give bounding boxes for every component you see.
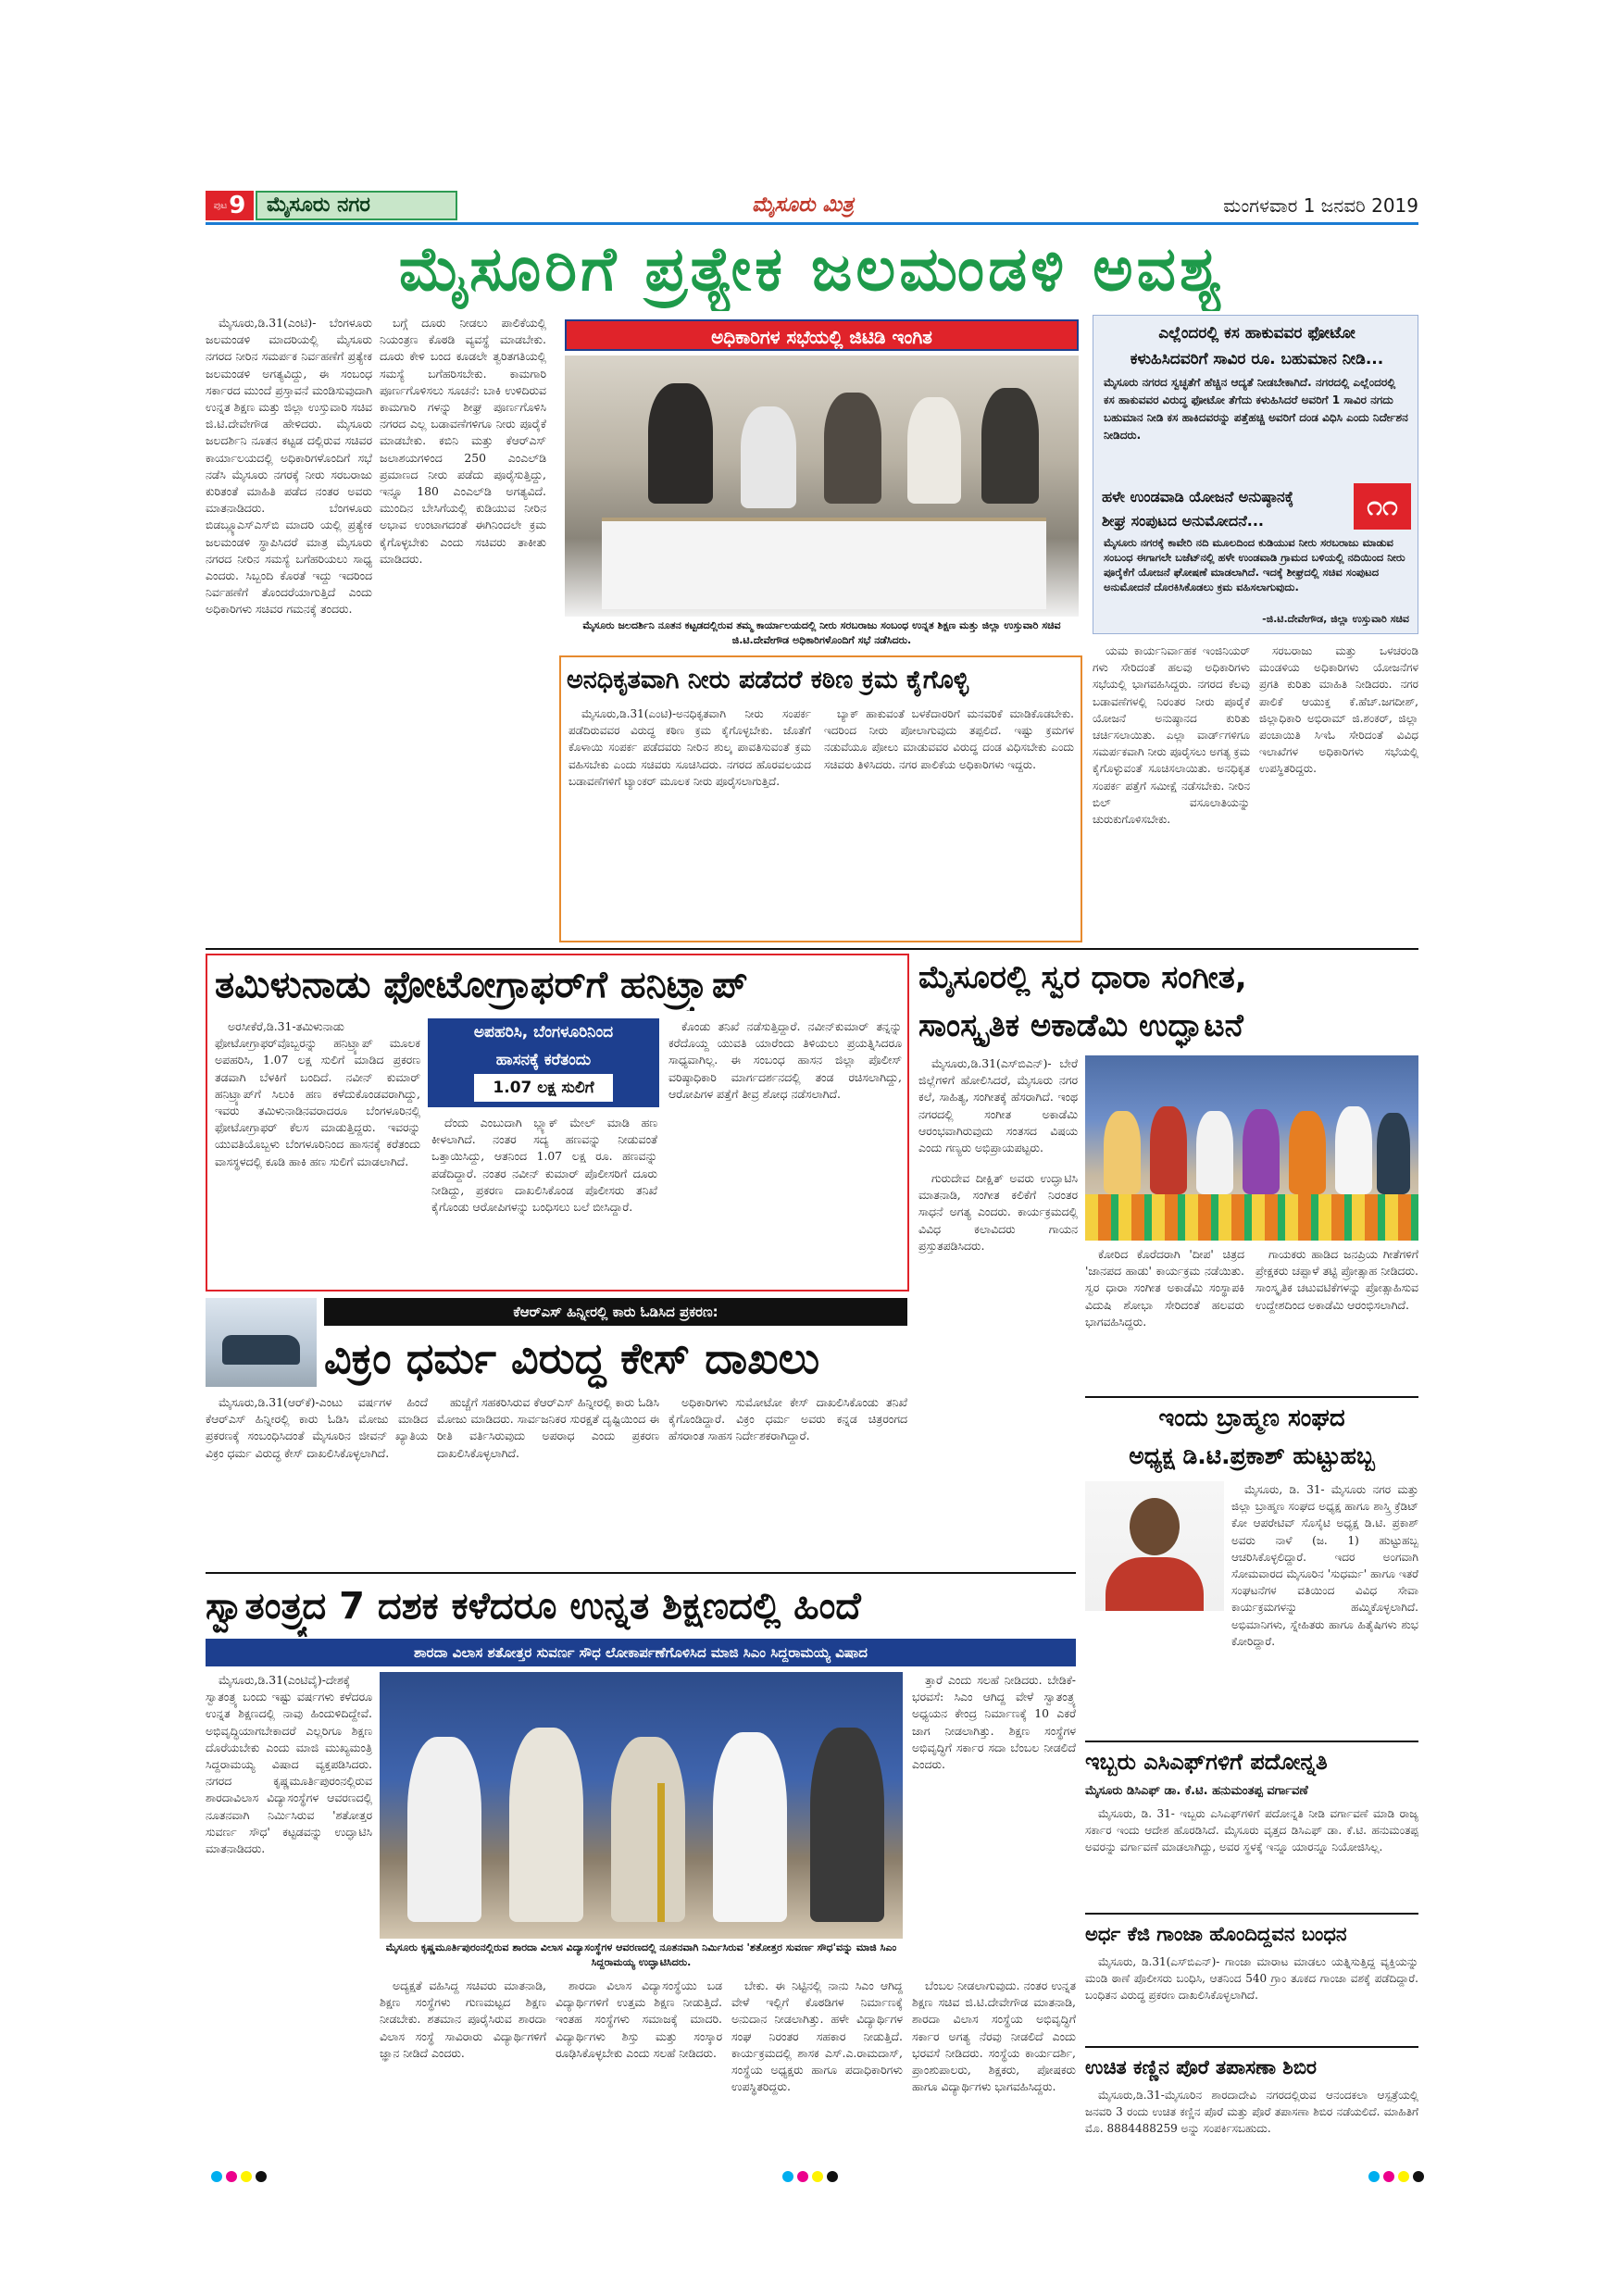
photo-person [810,1728,884,1922]
yellow-dot [812,2171,823,2182]
tn-box-line-3: 1.07 ಲಕ್ಷ ಸುಲಿಗೆ [474,1074,613,1102]
birthday-body [1231,1481,1418,1717]
photo-person [1104,1111,1141,1194]
page-tag-label: ಪುಟ [213,200,228,211]
portrait-photo [1085,1481,1224,1611]
magenta-dot [1383,2171,1394,2182]
lead-col-2 [380,315,546,944]
tn-col-1 [215,1018,420,1285]
sidebar-col-a-text: ಯಮ ಕಾರ್ಯನಿರ್ವಾಹಕ ಇಂಜಿನಿಯರ್ ಗಳು ಸೇರಿದಂತೆ ಹಲವು ಅಧಿಕಾರಿಗಳು ಸಭೆಯಲ್ಲಿ ಭಾಗವಹಿಸಿದ್ದರು. ನಗರದ ಕೆಲವು ಬಡಾವಣೆಗಳಲ್ಲಿ ನಿರಂತರ ನೀರು ಪೂರೈಕೆ ಯೋಜನೆ ಅನುಷ್ಠಾನದ ಕುರಿತು ಚರ್ಚಿಸಲಾಯಿತು. ಎಲ್ಲಾ ವಾರ್ಡ್‌ಗಳಿಗೂ ಸಮರ್ಪಕವಾಗಿ ನೀರು ಪೂರೈಸಲು ಅಗತ್ಯ ಕ್ರಮ ಕೈಗೊಳ್ಳುವಂತೆ ಸೂಚಿಸಲಾಯಿತು. ಅನಧಿಕೃತ ಸಂಪರ್ಕ ಪತ್ತೆಗೆ ಸಮೀಕ್ಷೆ ನಡೆಸಬೇಕು. ನೀರಿನ ಬಿಲ್ ವಸೂಲಾತಿಯನ್ನು ಚುರುಕುಗೊಳಿಸಬೇಕು. [1093,644,1250,827]
portrait-head [1130,1498,1180,1555]
sub-col-2-text: ಬ್ಯಾಕ್ ಹಾಕುವಂತೆ ಬಳಕೆದಾರರಿಗೆ ಮನವರಿಕೆ ಮಾಡಿಕೊಡಬೇಕು. ಇದರಿಂದ ನೀರು ಪೋಲಾಗುವುದು ತಪ್ಪಲಿದೆ. ಇಷ್ಟು ಕ್ರಮಗಳ ನಡುವೆಯೂ ಪೋಲು ಮಾಡುವವರ ವಿರುದ್ಧ ದಂಡ ವಿಧಿಸಬೇಕು ಎಂದು ಸಚಿವರು ತಿಳಿಸಿದರು. ನಗರ ಪಾಲಿಕೆಯ ಅಧಿಕಾರಿಗಳು ಇದ್ದರು. [824,707,1074,771]
promotion-headline-1: ಇಬ್ಬರು ಎಸಿಎಫ್‌ಗಳಿಗೆ ಪದೋನ್ನತಿ [1085,1749,1328,1775]
music-headline-1: ಮೈಸೂರಲ್ಲಿ ಸ್ವರ ಧಾರಾ ಸಂಗೀತ, [918,959,1247,996]
ganja-body [1085,1953,1418,2042]
sub-col-1-text: ಮೈಸೂರು,ಡಿ.31(ಎಂಟಿ)-ಅನಧಿಕೃತವಾಗಿ ನೀರು ಸಂಪರ್ಕ ಪಡೆದಿರುವವರ ವಿರುದ್ಧ ಕಠಿಣ ಕ್ರಮ ಕೈಗೊಳ್ಳಬೇಕು. ಜೊತೆಗೆ ಕೊಳಾಯಿ ಸಂಪರ್ಕ ಪಡೆದವರು ನೀರಿನ ಶುಲ್ಕ ಪಾವತಿಸುವಂತೆ ಕ್ರಮ ವಹಿಸಬೇಕು ಎಂದು ಸಚಿವರು ಸೂಚಿಸಿದರು. ನಗರದ ಹೊರವಲಯದ ಬಡಾವಣೆಗಳಿಗೆ ಟ್ಯಾಂಕರ್ ಮೂಲಕ ನೀರು ಪೂರೈಸಲಾಗುತ್ತಿದೆ. [568,707,811,788]
masthead [206,189,1418,222]
black-dot [1413,2171,1424,2182]
black-dot [256,2171,267,2182]
education-col-3-text: ಅದ್ಯಕ್ಷತೆ ವಹಿಸಿದ್ದ ಸಚಿವರು ಮಾತನಾಡಿ, ಶಿಕ್ಷಣ ಸಂಸ್ಥೆಗಳು ಗುಣಮಟ್ಟದ ಶಿಕ್ಷಣ ನೀಡಬೇಕು. ಶತಮಾನ ಪೂರೈಸಿರುವ ಶಾರದಾ ವಿಲಾಸ ಸಂಸ್ಥೆ ಸಾವಿರಾರು ವಿದ್ಯಾರ್ಥಿಗಳಿಗೆ ಜ್ಞಾನ ನೀಡಿದೆ ಎಂದರು. [380,1978,546,2060]
section-label: ಮೈಸೂರು ನಗರ [256,191,457,220]
sidebar-body-2 [1104,535,1409,609]
magenta-dot [226,2171,237,2182]
music-col-2-text: ಗುರುದೇವ ದೀಕ್ಷಿತ್ ಅವರು ಉದ್ಘಾಟಿಸಿ ಮಾತನಾಡಿ, ಸಂಗೀತ ಕಲಿಕೆಗೆ ನಿರಂತರ ಸಾಧನೆ ಅಗತ್ಯ ಎಂದರು. ಕಾರ್ಯಕ್ರಮದಲ್ಲಿ ವಿವಿಧ ಕಲಾವಿದರು ಗಾಯನ ಪ್ರಸ್ತುತಪಡಿಸಿದರು. [918,1171,1078,1253]
lead-photo [565,356,1079,617]
sidebar-badge: ೧೧ [1354,483,1411,530]
ganja-body-text: ಮೈಸೂರು, ಡಿ.31(ಎಸ್‌ಬಿಎನ್)- ಗಾಂಜಾ ಮಾರಾಟ ಮಾಡಲು ಯತ್ನಿಸುತ್ತಿದ್ದ ವ್ಯಕ್ತಿಯನ್ನು ಮಂಡಿ ಠಾಣೆ ಪೊಲೀಸರು ಬಂಧಿಸಿ, ಆತನಿಂದ 540 ಗ್ರಾಂ ತೂಕದ ಗಾಂಜಾ ವಶಕ್ಕೆ ಪಡೆದಿದ್ದಾರೆ. ಬಂಧಿತನ ವಿರುದ್ಧ ಪ್ರಕರಣ ದಾಖಲಿಸಿಕೊಳ್ಳಲಾಗಿದೆ. [1085,1955,1418,2003]
lead-col-1-text: ಮೈಸೂರು,ಡಿ.31(ಎಂಟಿ)- ಬೆಂಗಳೂರು ಜಲಮಂಡಳಿ ಮಾದರಿಯಲ್ಲಿ ಮೈಸೂರು ನಗರದ ನೀರಿನ ಸಮರ್ಪಕ ನಿರ್ವಹಣೆಗೆ ಪ್ರತ್ಯೇಕ ಜಲಮಂಡಳಿ ಅಗತ್ಯವಿದ್ದು, ಈ ಸಂಬಂಧ ಸರ್ಕಾರದ ಮುಂದೆ ಪ್ರಸ್ತಾವನೆ ಮಂಡಿಸುವುದಾಗಿ ಉನ್ನತ ಶಿಕ್ಷಣ ಮತ್ತು ಜಿಲ್ಲಾ ಉಸ್ತುವಾರಿ ಸಚಿವ ಜಿ.ಟಿ.ದೇವೇಗೌಡ ಹೇಳಿದರು. ಮೈಸೂರು ಜಲದರ್ಶಿನಿ ನೂತನ ಕಟ್ಟಡ ದಲ್ಲಿರುವ ಸಚಿವರ ಕಾರ್ಯಾಲಯದಲ್ಲಿ ಅಧಿಕಾರಿಗಳೊಂದಿಗೆ ಸಭೆ ನಡೆಸಿ ಮೈಸೂರು ನಗರಕ್ಕೆ ನೀರು ಸರಬರಾಜು ಕುರಿತಂತೆ ಮಾಹಿತಿ ಪಡೆದ ನಂತರ ಅವರು ಮಾತನಾಡಿದರು. ಬೆಂಗಳೂರು ಬಿಡಬ್ಲ್ಯೂಎಸ್ಎಸ್‌ಬಿ ಮಾದರಿ ಯಲ್ಲಿ ಪ್ರತ್ಯೇಕ ಜಲಮಂಡಳಿ ಸ್ಥಾಪಿಸಿದರೆ ಮಾತ್ರ ಮೈಸೂರು ನಗರದ ನೀರಿನ ಸಮಸ್ಯೆ ಬಗೆಹರಿಯಲು ಸಾಧ್ಯ ಎಂದರು. ಸಿಬ್ಬಂದಿ ಕೊರತೆ ಇದ್ದು ಇದರಿಂದ ನಿರ್ವಹಣೆಗೆ ತೊಂದರೆಯಾಗುತ್ತಿದೆ ಎಂದು ಅಧಿಕಾರಿಗಳು ಸಚಿವರ ಗಮನಕ್ಕೆ ತಂದರು. [206,316,372,617]
education-col-1-text: ಮೈಸೂರು,ಡಿ.31(ಎಂಟಿವೈ)-ದೇಶಕ್ಕೆ ಸ್ವಾತಂತ್ರ್ಯ ಬಂದು ಇಷ್ಟು ವರ್ಷಗಳು ಕಳೆದರೂ ಉನ್ನತ ಶಿಕ್ಷಣದಲ್ಲಿ ನಾವು ಹಿಂದುಳಿದಿದ್ದೇವೆ. ಅಭಿವೃದ್ಧಿಯಾಗಬೇಕಾದರೆ ಎಲ್ಲರಿಗೂ ಶಿಕ್ಷಣ ದೊರೆಯಬೇಕು ಎಂದು ಮಾಜಿ ಮುಖ್ಯಮಂತ್ರಿ ಸಿದ್ದರಾಮಯ್ಯ ವಿಷಾದ ವ್ಯಕ್ತಪಡಿಸಿದರು. ನಗರದ ಕೃಷ್ಣಮೂರ್ತಿಪುರಂನಲ್ಲಿರುವ ಶಾರದಾವಿಲಾಸ ವಿದ್ಯಾಸಂಸ್ಥೆಗಳ ಆವರಣದಲ್ಲಿ ನೂತನವಾಗಿ ನಿರ್ಮಿಸಿರುವ 'ಶತೋತ್ತರ ಸುವರ್ಣ ಸೌಧ' ಕಟ್ಟಡವನ್ನು ಉದ್ಘಾಟಿಸಿ ಮಾತನಾಡಿದರು. [206,1673,372,1856]
photo-person [611,1737,685,1922]
photo-person [509,1728,583,1922]
photo-person [648,383,713,504]
ganja-headline: ಅರ್ಧ ಕೆಜಿ ಗಾಂಜಾ ಹೊಂದಿದ್ದವನ ಬಂಧನ [1085,1923,1347,1945]
sidebar-body-1-text: ಮೈಸೂರು ನಗರದ ಸ್ವಚ್ಛತೆಗೆ ಹೆಚ್ಚಿನ ಆದ್ಯತೆ ನೀಡಬೇಕಾಗಿದೆ. ನಗರದಲ್ಲಿ ಎಲ್ಲೆಂದರಲ್ಲಿ ಕಸ ಹಾಕುವವರ ವಿರುದ್ಧ ಫೋಟೋ ತೆಗೆದು ಕಳುಹಿಸಿದರೆ ಅವರಿಗೆ 1 ಸಾವಿರ ನಗದು ಬಹುಮಾನ ನೀಡಿ ಕಸ ಹಾಕಿದವರನ್ನು ಪತ್ತೆಹಚ್ಚಿ ಅವರಿಗೆ ದಂಡ ವಿಧಿಸಿ ಎಂದು ನಿರ್ದೇಶನ ನೀಡಿದರು. [1104,376,1408,442]
tn-headline: ತಮಿಳುನಾಡು ಫೋಟೋಗ್ರಾಫರ್‌ಗೆ ಹನಿಟ್ರ್ಯಾಪ್ [215,964,748,1006]
birthday-headline-1: ಇಂದು ಬ್ರಾಹ್ಮಣ ಸಂಘದ [1158,1404,1345,1432]
sidebar-headline-3: ಹಳೇ ಉಂಡವಾಡಿ ಯೋಜನೆ ಅನುಷ್ಠಾನಕ್ಕೆ [1102,488,1294,505]
tn-col-1-text: ಅರಸೀಕೆರೆ,ಡಿ.31-ತಮಿಳುನಾಡು ಫೋಟೋಗ್ರಾಫರ್‌ವೊಬ್ಬರನ್ನು ಹನಿಟ್ರ್ಯಾಪ್ ಮೂಲಕ ಅಪಹರಿಸಿ, 1.07 ಲಕ್ಷ ಸುಲಿಗೆ ಮಾಡಿದ ಪ್ರಕರಣ ತಡವಾಗಿ ಬೆಳಕಿಗೆ ಬಂದಿದೆ. ನವೀನ್ ಕುಮಾರ್ ಹನಿಟ್ರ್ಯಾಪ್‌ಗೆ ಸಿಲುಕಿ ಹಣ ಕಳೆದುಕೊಂಡವರಾಗಿದ್ದು, ಇವರು ತಮಿಳುನಾಡಿನವರಾದರೂ ಬೆಂಗಳೂರಿನಲ್ಲಿ ಫೋಟೋಗ್ರಾಫರ್ ಕೆಲಸ ಮಾಡುತ್ತಿದ್ದರು. ಇವರನ್ನು ಯುವತಿಯೊಬ್ಬಳು ಬೆಂಗಳೂರಿನಿಂದ ಹಾಸನಕ್ಕೆ ಕರೆತಂದು ವಾಸಸ್ಥಳದಲ್ಲಿ ಕೂಡಿ ಹಾಕಿ ಹಣ ಸುಲಿಗೆ ಮಾಡಲಾಗಿದೆ. [215,1019,420,1168]
music-col-4-text: ಗಾಯಕರು ಹಾಡಿದ ಜನಪ್ರಿಯ ಗೀತೆಗಳಿಗೆ ಪ್ರೇಕ್ಷಕರು ಚಪ್ಪಾಳೆ ತಟ್ಟಿ ಪ್ರೋತ್ಸಾಹ ನೀಡಿದರು. ಸಾಂಸ್ಕೃತಿಕ ಚಟುವಟಿಕೆಗಳನ್ನು ಪ್ರೋತ್ಸಾಹಿಸುವ ಉದ್ದೇಶದಿಂದ ಅಕಾಡೆಮಿ ಆರಂಭಿಸಲಾಗಿದೆ. [1255,1247,1418,1312]
sub-col-1 [568,705,811,937]
photo-person [407,1737,481,1922]
photo-person [1196,1111,1233,1194]
paper-name: ಮೈಸೂರು ಮಿತ್ರ [752,193,854,217]
sidebar-body-1 [1104,374,1409,483]
yellow-dot [241,2171,252,2182]
vikram-col-2-text: ಹುಚ್ಚೆಗೆ ಸಹಕರಿಸಿರುವ ಕೆಆರ್‌ಎಸ್ ಹಿನ್ನೀರಲ್ಲಿ ಕಾರು ಓಡಿಸಿ ಮೋಜು ಮಾಡಿದರು. ಸಾರ್ವಜನಿಕರ ಸುರಕ್ಷತೆ ದೃಷ್ಟಿಯಿಂದ ಈ ರೀತಿ ವರ್ತಿಸಿರುವುದು ಅಪರಾಧ ಎಂದು ಪ್ರಕರಣ ದಾಖಲಿಸಿಕೊಳ್ಳಲಾಗಿದೆ. [437,1395,659,1460]
vikram-col-3 [668,1394,907,1566]
birthday-headline-2: ಅಧ್ಯಕ್ಷ ಡಿ.ಟಿ.ಪ್ರಕಾಶ್ ಹುಟ್ಟುಹಬ್ಬ [1129,1442,1375,1469]
cyan-dot [211,2171,222,2182]
section-divider [206,948,1418,950]
music-col-3-text: ಕೋರಿದ ಕೊರೆದರಾಗಿ 'ದೀಪ' ಚಿತ್ರದ 'ಜಾನಪದ ಹಾಡು' ಕಾರ್ಯಕ್ರಮ ನಡೆಯಿತು. ಸ್ವರ ಧಾರಾ ಸಂಗೀತ ಅಕಾಡೆಮಿ ಸಂಸ್ಥಾಪಕಿ ವಿದುಷಿ ಶೋಭಾ ಸೇರಿದಂತೆ ಹಲವರು ಭಾಗವಹಿಸಿದ್ದರು. [1085,1247,1244,1329]
ganja-rule [1085,1913,1418,1915]
photo-person [907,397,961,504]
education-top-rule [206,1572,1076,1574]
photo-person [1289,1111,1326,1194]
education-col-6-text: ಬೆಂಬಲ ನೀಡಲಾಗುವುದು. ನಂತರ ಉನ್ನತ ಶಿಕ್ಷಣ ಸಚಿವ ಜಿ.ಟಿ.ದೇವೇಗೌಡ ಮಾತನಾಡಿ, ಶಾರದಾ ವಿಲಾಸ ಸಂಸ್ಥೆಯ ಅಭಿವೃದ್ಧಿಗೆ ಸರ್ಕಾರ ಅಗತ್ಯ ನೆರವು ನೀಡಲಿದೆ ಎಂದು ಭರವಸೆ ನೀಡಿದರು. ಸಂಸ್ಥೆಯ ಕಾರ್ಯದರ್ಶಿ, ಪ್ರಾಂಶುಪಾಲರು, ಶಿಕ್ಷಕರು, ಪೋಷಕರು ಹಾಗೂ ವಿದ್ಯಾರ್ಥಿಗಳು ಭಾಗವಹಿಸಿದ್ದರು. [912,1978,1076,2094]
cyan-dot [782,2171,793,2182]
tn-box-line-2: ಹಾಸನಕ್ಕೆ ಕರೆತಂದು [495,1051,592,1069]
education-col-6 [912,1978,1076,2158]
birthday-body-text: ಮೈಸೂರು, ಡಿ. 31- ಮೈಸೂರು ನಗರ ಮತ್ತು ಜಿಲ್ಲಾ ಬ್ರಾಹ್ಮಣ ಸಂಘದ ಅಧ್ಯಕ್ಷ ಹಾಗೂ ಶಾಸ್ತ್ರಿ ಕ್ರೆಡಿಟ್ ಕೋ ಆಪರೇಟಿವ್ ಸೊಸೈಟಿ ಅಧ್ಯಕ್ಷ ಡಿ.ಟಿ. ಪ್ರಕಾಶ್ ಅವರು ನಾಳೆ (ಜ. 1) ಹುಟ್ಟುಹಬ್ಬ ಆಚರಿಸಿಕೊಳ್ಳಲಿದ್ದಾರೆ. ಇದರ ಅಂಗವಾಗಿ ಸೋಮವಾರದ ಮೈಸೂರಿನ 'ಸುಧರ್ಮ' ಹಾಗೂ ಇತರೆ ಸಂಘಟನೆಗಳ ವತಿಯಿಂದ ವಿವಿಧ ಸೇವಾ ಕಾರ್ಯಕ್ರಮಗಳನ್ನು ಹಮ್ಮಿಕೊಳ್ಳಲಾಗಿದೆ. ಅಭಿಮಾನಿಗಳು, ಸ್ನೇಹಿತರು ಹಾಗೂ ಹಿತೈಷಿಗಳು ಶುಭ ಕೋರಿದ್ದಾರೆ. [1231,1483,1418,1648]
photo-person [824,393,881,504]
car-photo [206,1298,317,1387]
lead-photo-caption: ಮೈಸೂರು ಜಲದರ್ಶಿನಿ ನೂತನ ಕಟ್ಟಡದಲ್ಲಿರುವ ತಮ್ಮ ಕಾರ್ಯಾಲಯದಲ್ಲಿ ನೀರು ಸರಬರಾಜು ಸಂಬಂಧ ಉನ್ನತ ಶಿಕ್ಷಣ ಮತ್ತು ಜಿಲ್ಲಾ ಉಸ್ತುವಾರಿ ಸಚಿವ ಜಿ.ಟಿ.ದೇವೇಗೌಡ ಅಧಿಕಾರಿಗಳೊಂದಿಗೆ ಸಭೆ ನಡೆಸಿದರು. [582,619,1061,646]
sidebar-body-2-text: ಮೈಸೂರು ನಗರಕ್ಕೆ ಕಾವೇರಿ ನದಿ ಮೂಲದಿಂದ ಕುಡಿಯುವ ನೀರು ಸರಬರಾಜು ಮಾಡುವ ಸಂಬಂಧ ಈಗಾಗಲೇ ಬಜೆಟ್‌ನಲ್ಲಿ ಹಳೇ ಉಂಡವಾಡಿ ಗ್ರಾಮದ ಬಳಿಯಲ್ಲಿ ನದಿಯಿಂದ ನೀರು ಪೂರೈಕೆಗೆ ಯೋಜನೆ ಘೋಷಣೆ ಮಾಡಲಾಗಿದೆ. ಇದಕ್ಕೆ ಶೀಘ್ರದಲ್ಲಿ ಸಚಿವ ಸಂಪುಟದ ಅನುಮೋದನೆ ದೊರಕಿಸಿಕೊಡಲು ಕ್ರಮ ವಹಿಸಲಾಗುವುದು. [1104,536,1405,593]
promotion-rule [1085,1741,1418,1742]
promotion-headline-2: ಮೈಸೂರು ಡಿಸಿಎಫ್ ಡಾ. ಕೆ.ಟಿ. ಹನುಮಂತಪ್ಪ ವರ್ಗಾವಣೆ [1085,1784,1308,1798]
education-col-4 [556,1978,722,2158]
education-kicker: ಶಾರದಾ ವಿಲಾಸ ಶತೋತ್ತರ ಸುವರ್ಣ ಸೌಧ ಲೋಕಾರ್ಪಣೆಗೊಳಿಸಿದ ಮಾಜಿ ಸಿಎಂ ಸಿದ್ದರಾಮಯ್ಯ ವಿಷಾದ [206,1639,1076,1666]
masthead-rule [206,222,1418,225]
vikram-col-1-text: ಮೈಸೂರು,ಡಿ.31(ಆರ್‌ಕೆ)-ಎಂಟು ವರ್ಷಗಳ ಹಿಂದೆ ಕೆಆರ್‌ಎಸ್ ಹಿನ್ನೀರಲ್ಲಿ ಕಾರು ಓಡಿಸಿ ಮೋಜು ಮಾಡಿದ ಪ್ರಕರಣಕ್ಕೆ ಸಂಬಂಧಿಸಿದಂತೆ ಮೈಸೂರಿನ ಜೀವನ್ ಖ್ಯಾತಿಯ ವಿಕ್ರಂ ಧರ್ಮ ವಿರುದ್ಧ ಕೇಸ್ ದಾಖಲಿಸಿಕೊಳ್ಳಲಾಗಿದೆ. [206,1395,428,1460]
education-photo-caption: ಮೈಸೂರು ಕೃಷ್ಣಮೂರ್ತಿಪುರಂನಲ್ಲಿರುವ ಶಾರದಾ ವಿಲಾಸ ವಿದ್ಯಾಸಂಸ್ಥೆಗಳ ಆವರಣದಲ್ಲಿ ನೂತನವಾಗಿ ನಿರ್ಮಿಸಿರುವ 'ಶತೋತ್ತರ ಸುವರ್ಣ ಸೌಧ'ವನ್ನು ಮಾಜಿ ಸಿಎಂ ಸಿದ್ದರಾಮಯ್ಯ ಉದ್ಘಾಟಿಸಿದರು. [385,1941,897,1968]
music-headline-2: ಸಾಂಸ್ಕೃತಿಕ ಅಕಾಡೆಮಿ ಉದ್ಘಾಟನೆ [918,1007,1243,1044]
sub-headline: ಅನಧಿಕೃತವಾಗಿ ನೀರು ಪಡೆದರೆ ಕಠಿಣ ಕ್ರಮ ಕೈಗೊಳ್ಳಿ [567,666,969,694]
eye-camp-body [1085,2087,1418,2159]
lead-col-1 [206,315,372,944]
magenta-dot [797,2171,808,2182]
tn-highlight-box [428,1018,659,1107]
sidebar-quote-credit: -ಜಿ.ಟಿ.ದೇವೇಗೌಡ, ಜಿಲ್ಲಾ ಉಸ್ತುವಾರಿ ಸಚಿವ [1262,613,1409,625]
education-col-5-text: ಬೇಕು. ಈ ನಿಟ್ಟಿನಲ್ಲಿ ನಾನು ಸಿಎಂ ಆಗಿದ್ದ ವೇಳೆ ಇಲ್ಲಿಗೆ ಕೊಠಡಿಗಳ ನಿರ್ಮಾಣಕ್ಕೆ ಅನುದಾನ ನೀಡಲಾಗಿತ್ತು. ಹಳೇ ವಿದ್ಯಾರ್ಥಿಗಳ ಸಂಘ ನಿರಂತರ ಸಹಕಾರ ನೀಡುತ್ತಿದೆ. ಕಾರ್ಯಕ್ರಮದಲ್ಲಿ ಶಾಸಕ ಎಸ್.ಎ.ರಾಮದಾಸ್, ಸಂಸ್ಥೆಯ ಅಧ್ಯಕ್ಷರು ಹಾಗೂ ಪದಾಧಿಕಾರಿಗಳು ಉಪಸ್ಥಿತರಿದ್ದರು. [731,1978,903,2094]
music-col-4 [1255,1246,1418,1394]
meeting-table [602,518,1046,609]
photo-person [741,406,796,508]
music-col-3 [1085,1246,1244,1394]
photo-person [1335,1106,1372,1194]
education-headline: ಸ್ವಾತಂತ್ರ್ಯದ 7 ದಶಕ ಕಳೆದರೂ ಉನ್ನತ ಶಿಕ್ಷಣದಲ್ಲಿ ಹಿಂದೆ [206,1585,861,1628]
tn-col-3-text: ಕೊಂಡು ತನಿಖೆ ನಡೆಸುತ್ತಿದ್ದಾರೆ. ನವೀನ್‌ಕುಮಾರ್ ತನ್ನನ್ನು ಕರೆದೊಯ್ದ ಯುವತಿ ಯಾರೆಂದು ತಿಳಿಯಲು ಪ್ರಯತ್ನಿಸಿದರೂ ಸಾಧ್ಯವಾಗಿಲ್ಲ. ಈ ಸಂಬಂಧ ಹಾಸನ ಜಿಲ್ಲಾ ಪೊಲೀಸ್ ವರಿಷ್ಠಾಧಿಕಾರಿ ಮಾರ್ಗದರ್ಶನದಲ್ಲಿ ತಂಡ ರಚಿಸಲಾಗಿದ್ದು, ಆರೋಪಿಗಳ ಪತ್ತೆಗೆ ತೀವ್ರ ಶೋಧ ನಡೆಸಲಾಗಿದೆ. [668,1019,902,1101]
issue-date: ಮಂಗಳವಾರ 1 ಜನವರಿ 2019 [1223,194,1418,217]
education-col-1 [206,1672,372,2158]
music-col-2 [918,1170,1078,1289]
black-dot [827,2171,838,2182]
tn-col-2 [431,1115,657,1285]
eye-camp-headline: ಉಚಿತ ಕಣ್ಣಿನ ಪೊರೆ ತಪಾಸಣಾ ಶಿಬಿರ [1085,2056,1318,2078]
tn-col-3 [668,1018,902,1285]
car-shape [222,1335,300,1365]
vikram-headline: ವಿಕ್ರಂ ಧರ್ಮ ವಿರುದ್ಧ ಕೇಸ್ ದಾಖಲು [324,1333,820,1383]
eye-camp-body-text: ಮೈಸೂರು,ಡಿ.31-ಮೈಸೂರಿನ ಶಾರದಾದೇವಿ ನಗರದಲ್ಲಿರುವ ಆನಂದಕಲಾ ಆಸ್ಪತ್ರೆಯಲ್ಲಿ ಜನವರಿ 3 ರಂದು ಉಚಿತ ಕಣ್ಣಿನ ಪೊರೆ ಮತ್ತು ಪೊರೆ ತಪಾಸಣಾ ಶಿಬಿರ ನಡೆಯಲಿದೆ. ಮಾಹಿತಿಗೆ ಮೊ. 8884488259 ಅನ್ನು ಸಂಪರ್ಕಿಸಬಹುದು. [1085,2089,1418,2136]
education-photo [380,1672,903,1939]
sidebar-headline-2: ಕಳುಹಿಸಿದವರಿಗೆ ಸಾವಿರ ರೂ. ಬಹುಮಾನ ನೀಡಿ... [1130,350,1384,368]
education-col-2-text: ತ್ತಾರೆ ಎಂದು ಸಲಹೆ ನೀಡಿದರು. ಬೇಡಿಕೆ-ಭರವಸೆ: ಸಿಎಂ ಆಗಿದ್ದ ವೇಳೆ ಸ್ವಾತಂತ್ರ್ಯ ಅಧ್ಯಯನ ಕೇಂದ್ರ ನಿರ್ಮಾಣಕ್ಕೆ 10 ಎಕರೆ ಜಾಗ ನೀಡಲಾಗಿತ್ತು. ಶಿಕ್ಷಣ ಸಂಸ್ಥೆಗಳ ಅಭಿವೃದ್ಧಿಗೆ ಸರ್ಕಾರ ಸದಾ ಬೆಂಬಲ ನೀಡಲಿದೆ ಎಂದರು. [912,1673,1076,1772]
page-number: 9 [229,192,246,219]
lead-headline: ಮೈಸೂರಿಗೆ ಪ್ರತ್ಯೇಕ ಜಲಮಂಡಳಿ ಅವಶ್ಯ [398,233,1226,305]
photo-person [981,388,1039,504]
birthday-rule [1085,1396,1418,1398]
sub-col-2 [824,705,1074,937]
stage-flowers [1085,1194,1418,1241]
education-col-4-text: ಶಾರದಾ ವಿಲಾಸ ವಿದ್ಯಾಸಂಸ್ಥೆಯು ಬಡ ವಿದ್ಯಾರ್ಥಿಗಳಿಗೆ ಉತ್ತಮ ಶಿಕ್ಷಣ ನೀಡುತ್ತಿದೆ. ಇಂತಹ ಸಂಸ್ಥೆಗಳು ಸಮಾಜಕ್ಕೆ ಮಾದರಿ. ವಿದ್ಯಾರ್ಥಿಗಳು ಶಿಸ್ತು ಮತ್ತು ಸಂಸ್ಕಾರ ರೂಢಿಸಿಕೊಳ್ಳಬೇಕು ಎಂದು ಸಲಹೆ ನೀಡಿದರು. [556,1978,722,2060]
vikram-col-3-text: ಅಧಿಕಾರಿಗಳು ಸುಮೋಟೋ ಕೇಸ್ ದಾಖಲಿಸಿಕೊಂಡು ತನಿಖೆ ಕೈಗೊಂಡಿದ್ದಾರೆ. ವಿಕ್ರಂ ಧರ್ಮ ಅವರು ಕನ್ನಡ ಚಿತ್ರರಂಗದ ಹೆಸರಾಂತ ಸಾಹಸ ನಿರ್ದೇಶಕರಾಗಿದ್ದಾರೆ. [668,1395,907,1443]
photo-person [1377,1113,1410,1194]
music-photo [1085,1055,1418,1241]
sidebar-col-b [1259,643,1418,943]
tn-col-2-text: ದೆಂದು ಎಂಬುದಾಗಿ ಬ್ಲ್ಯಾಕ್ ಮೇಲ್ ಮಾಡಿ ಹಣ ಕೀಳಲಾಗಿದೆ. ನಂತರ ಸದ್ಯ ಹಣವನ್ನು ನೀಡುವಂತೆ ಒತ್ತಾಯಿಸಿದ್ದು, ಆತನಿಂದ 1.07 ಲಕ್ಷ ರೂ. ಹಣವನ್ನು ಪಡೆದಿದ್ದಾರೆ. ನಂತರ ನವೀನ್ ಕುಮಾರ್ ಪೊಲೀಸರಿಗೆ ದೂರು ನೀಡಿದ್ದು, ಪ್ರಕರಣ ದಾಖಲಿಸಿಕೊಂಡ ಪೊಲೀಸರು ತನಿಖೆ ಕೈಗೊಂಡು ಆರೋಪಿಗಳನ್ನು ಬಂಧಿಸಲು ಬಲೆ ಬೀಸಿದ್ದಾರೆ. [431,1116,657,1215]
music-col-1-text: ಮೈಸೂರು,ಡಿ.31(ಎಸ್‌ಬಿಎನ್)- ಬೇರೆ ಜಿಲ್ಲೆಗಳಿಗೆ ಹೋಲಿಸಿದರೆ, ಮೈಸೂರು ನಗರ ಕಲೆ, ಸಾಹಿತ್ಯ, ಸಂಗೀತಕ್ಕೆ ಹೆಸರಾಗಿದೆ. ಇಂಥ ನಗರದಲ್ಲಿ ಸಂಗೀತ ಅಕಾಡೆಮಿ ಆರಂಭವಾಗಿರುವುದು ಸಂತಸದ ವಿಷಯ ಎಂದು ಗಣ್ಯರು ಅಭಿಪ್ರಾಯಪಟ್ಟರು. [918,1056,1078,1155]
lead-col-2-text: ಬಗ್ಗೆ ದೂರು ನೀಡಲು ಪಾಲಿಕೆಯಲ್ಲಿ ನಿಯಂತ್ರಣ ಕೊಠಡಿ ವ್ಯವಸ್ಥೆ ಮಾಡಬೇಕು. ದೂರು ಕೇಳಿ ಬಂದ ಕೂಡಲೇ ತ್ವರಿತಗತಿಯಲ್ಲಿ ಸಮಸ್ಯೆ ಬಗೆಹರಿಸಬೇಕು. ಕಾಮಗಾರಿ ಪೂರ್ಣಗೊಳಿಸಲು ಸೂಚನೆ: ಬಾಕಿ ಉಳಿದಿರುವ ಕಾಮಗಾರಿ ಗಳನ್ನು ಶೀಘ್ರ ಪೂರ್ಣಗೊಳಿಸಿ ನಗರದ ಎಲ್ಲ ಬಡಾವಣೆಗಳಿಗೂ ನೀರು ಪೂರೈಕೆ ಮಾಡಬೇಕು. ಕಬಿನಿ ಮತ್ತು ಕೆಆರ್‌ಎಸ್‌ ಜಲಾಶಯಗಳಿಂದ 250 ಎಂಎಲ್‌ಡಿ ಪ್ರಮಾಣದ ನೀರು ಪಡೆದು ಪೂರೈಸುತ್ತಿದ್ದು, ಇನ್ನೂ 180 ಎಂಎಲ್‌ಡಿ ಅಗತ್ಯವಿದೆ. ಮುಂದಿನ ಬೇಸಿಗೆಯಲ್ಲಿ ಕುಡಿಯುವ ನೀರಿನ ಅಭಾವ ಉಂಟಾಗದಂತೆ ಈಗಿನಿಂದಲೇ ಕ್ರಮ ಕೈಗೊಳ್ಳಬೇಕು ಎಂದು ಸಚಿವರು ತಾಕೀತು ಮಾಡಿದರು. [380,316,546,566]
sidebar-col-b-text: ಸರಬರಾಜು ಮತ್ತು ಒಳಚರಂಡಿ ಮಂಡಳಿಯ ಅಧಿಕಾರಿಗಳು ಯೋಜನೆಗಳ ಪ್ರಗತಿ ಕುರಿತು ಮಾಹಿತಿ ನೀಡಿದರು. ನಗರ ಪಾಲಿಕೆ ಆಯುಕ್ತ ಕೆ.ಹೆಚ್.ಜಗದೀಶ್, ಜಿಲ್ಲಾಧಿಕಾರಿ ಅಭಿರಾಮ್ ಜಿ.ಶಂಕರ್, ಜಿಲ್ಲಾ ಪಂಚಾಯಿತಿ ಸಿಇಓ ಸೇರಿದಂತೆ ವಿವಿಧ ಇಲಾಖೆಗಳ ಅಧಿಕಾರಿಗಳು ಸಭೆಯಲ್ಲಿ ಉಪಸ್ಥಿತರಿದ್ದರು. [1259,644,1418,776]
sidebar-col-a [1093,643,1250,943]
sidebar-headline-1: ಎಲ್ಲೆಂದರಲ್ಲಿ ಕಸ ಹಾಕುವವರ ಫೋಟೋ [1158,324,1355,343]
education-col-5 [731,1978,903,2158]
vikram-kicker: ಕೆಆರ್‌ಎಸ್ ಹಿನ್ನೀರಲ್ಲಿ ಕಾರು ಓಡಿಸಿದ ಪ್ರಕರಣ: [324,1298,907,1326]
lamp-stand [657,1783,665,1922]
music-col-1 [918,1055,1078,1167]
photo-person [1150,1106,1187,1194]
promotion-body [1085,1805,1418,1907]
photo-person [713,1732,787,1922]
vikram-col-2 [437,1394,659,1566]
sidebar-headline-4: ಶೀಘ್ರ ಸಂಪುಟದ ಅನುಮೋದನೆ... [1102,512,1264,530]
cyan-dot [1368,2171,1380,2182]
education-col-2 [912,1672,1076,1972]
lead-kicker: ಅಧಿಕಾರಿಗಳ ಸಭೆಯಲ್ಲಿ ಜಿಟಿಡಿ ಇಂಗಿತ [565,319,1079,351]
vikram-col-1 [206,1394,428,1566]
tn-box-line-1: ಅಪಹರಿಸಿ, ಬೆಂಗಳೂರಿನಿಂದ [473,1023,614,1042]
page-number-tag [206,191,254,220]
portrait-body [1106,1557,1204,1611]
promotion-body-text: ಮೈಸೂರು, ಡಿ. 31- ಇಬ್ಬರು ಎಸಿಎಫ್‌ಗಳಿಗೆ ಪದೋನ್ನತಿ ನೀಡಿ ವರ್ಗಾವಣೆ ಮಾಡಿ ರಾಜ್ಯ ಸರ್ಕಾರ ಇಂದು ಆದೇಶ ಹೊರಡಿಸಿದೆ. ಮೈಸೂರು ವೃತ್ತದ ಡಿಸಿಎಫ್ ಡಾ. ಕೆ.ಟಿ. ಹನುಮಂತಪ್ಪ ಅವರನ್ನು ವರ್ಗಾವಣೆ ಮಾಡಲಾಗಿದ್ದು, ಅವರ ಸ್ಥಳಕ್ಕೆ ಇನ್ನೂ ಯಾರನ್ನೂ ನಿಯೋಜಿಸಿಲ್ಲ. [1085,1807,1418,1854]
eye-camp-rule [1085,2046,1418,2048]
photo-person [1243,1109,1280,1194]
yellow-dot [1398,2171,1409,2182]
education-col-3 [380,1978,546,2158]
